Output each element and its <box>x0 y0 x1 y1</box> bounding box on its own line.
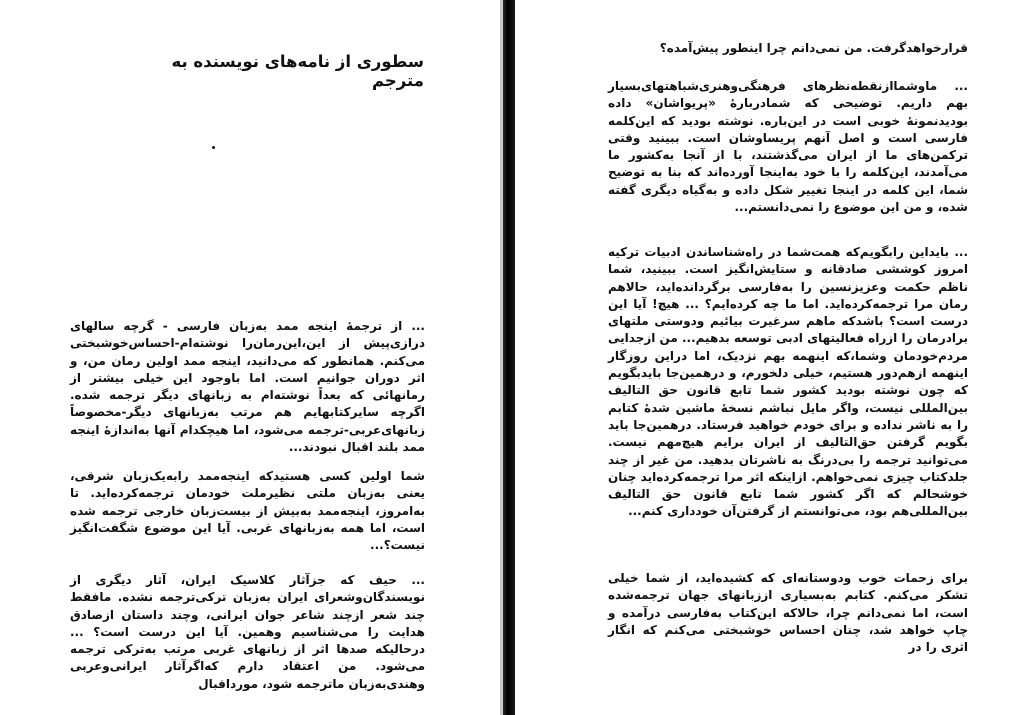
ink-dot <box>212 146 215 149</box>
left-paragraph-3: ... حیف که جزآثار کلاسیک ایران، آثار دیگری از نویسندگان‌وشعرای ایران به‌زبان ترکی‌ترجمه نشده. مافقط چند شعر ازچند شاعر جوان ایرانی، وچند داستان ازصادق هدایت را می‌شناسیم وهمین. آیا این درست است؟ ... درحالیکه صدها اثر از زبانهای غربی مرتب به‌ترکی ترجمه می‌شود. من اعتقاد دارم که‌اگرآثار ایرانی‌وعربی وهندی‌به‌زبان ماترجمه شود، مورداقبال <box>70 573 425 691</box>
right-paragraph-2: ... ماوشماازنقطه‌نظرهای فرهنگی‌وهنری‌شباهتهای‌بسیار بهم داریم. توضیحی که شمادربارهٔ «پریواشان» داده بودیدنمونهٔ خوبی است در این‌باره. نوشته بودید که این‌کلمه فارسی است و اصل آنهم پریساوشان است. ببینید وقتی ترکمن‌های ما از ایران می‌گذشتند، با از آنجا به‌کشور ما می‌آمدند، این‌کلمه را با خود به‌اینجا آورده‌اند که بنا به توضیح شما، این کلمه در اینجا تغییر شکل داده و به‌گیاه دیگری گفته شده، و من این موضوع را نمی‌دانستم... <box>608 79 968 215</box>
right-page <box>518 0 1024 715</box>
right-paragraph-4: برای زحمات خوب ودوستانه‌ای که کشیده‌اید، از شما خیلی تشکر می‌کنم. کتابم به‌بسیاری اززبانهای جهان ترجمه‌شده است، اما نمی‌دانم چرا، حالاکه این‌کتاب به‌فارسی درآمده و چاپ خواهد شد، چنان احساس خوشبختی می‌کنم که انگار اثری را در <box>608 571 968 655</box>
left-page <box>0 0 500 715</box>
page-title: سطوری از نامه‌های نویسنده به مترجم <box>171 52 424 90</box>
left-paragraph-1: ... از ترجمهٔ اینجه ممد به‌زبان فارسی - گرچه سالهای درازی‌پیش از این،این‌رمان‌را نوشته‌ام-احساس‌خوشبختی می‌کنم. همانطور که می‌دانید، اینجه ممد اولین رمان من، و اثر دوران جوانیم است. اما باوجود این خیلی بیشتر از رمانهائی که بعداً نوشته‌ام به زبانهای دیگر ترجمه شده. اگرچه سایرکتابهایم هم مرتب به‌زبانهای دیگر-مخصوصاً زبانهای‌عربی-ترجمه می‌شود، اما هیچکدام‌ آنها به‌اندازهٔ اینجه ممد بلند اقبال نبودند... <box>70 319 425 455</box>
book-gutter <box>503 0 515 715</box>
right-paragraph-3: ... بایداین رابگویم‌که همت‌شما در راه‌شناساندن ادبیات ترکیه امروز کوششی صادقانه و ستایش‌انگیز است. ببینید، شما ناظم حکمت وعزیزنسین را به‌فارسی برگردانده‌اید، حالاهم رمان مرا ترجمه‌کرده‌اید. اما ما چه کرده‌ایم؟ ... هیچ! آیا این درست است؟ باشدکه ماهم سرغیرت بیائیم ودوستی ملتهای برادرمان را ازراه فعالیتهای ادبی توسعه بدهیم... من ازجدایی مردم‌خودمان وشما،که اینهمه بهم نزدیک، اما دراین روزگار اینهمه ازهم‌دور هستیم، خیلی دلخورم، و درهمین‌جا بایدبگویم که چون نوشته بودید کشور شما تابع قانون حق التالیف بین‌المللی نیست، واگر مایل نباشم نسخهٔ ماشین شدهٔ کتابم را به ناشر نداده و برای خودم خواهید فرستاد. درهمین‌جا باید بگویم گرفتن حق‌التالیف از ایران برایم هیچ‌مهم نیست. می‌توانید ترجمه را بی‌درنگ به ناشرتان بدهید. من غیر از چند جلدکتاب چیزی نمی‌خواهم. ازاینکه اثر مرا ترجمه‌کرده‌اید چنان خوشحالم که اگر کشور شما تابع قانون حق التالیف بین‌المللی‌هم بود، می‌توانستم از گرفتن‌آن خودداری کنم... <box>608 245 968 519</box>
left-paragraph-2: شما اولین کسی هستیدکه اینجه‌ممد رابه‌یک‌زبان شرقی، یعنی به‌زبان ملتی نظیرملت خودمان ترجمه‌کرده‌اید. تا به‌امروز، اینجه‌ممد به‌بیش از بیست‌زبان خارجی ترجمه شده است، اما همه به‌زبانهای غربی. آیا این موضوع شگفت‌انگیز نیست؟... <box>70 469 425 553</box>
right-paragraph-1: قرارخواهدگرفت. من نمی‌دانم چرا اینطور پیش‌آمده؟ <box>659 41 968 55</box>
